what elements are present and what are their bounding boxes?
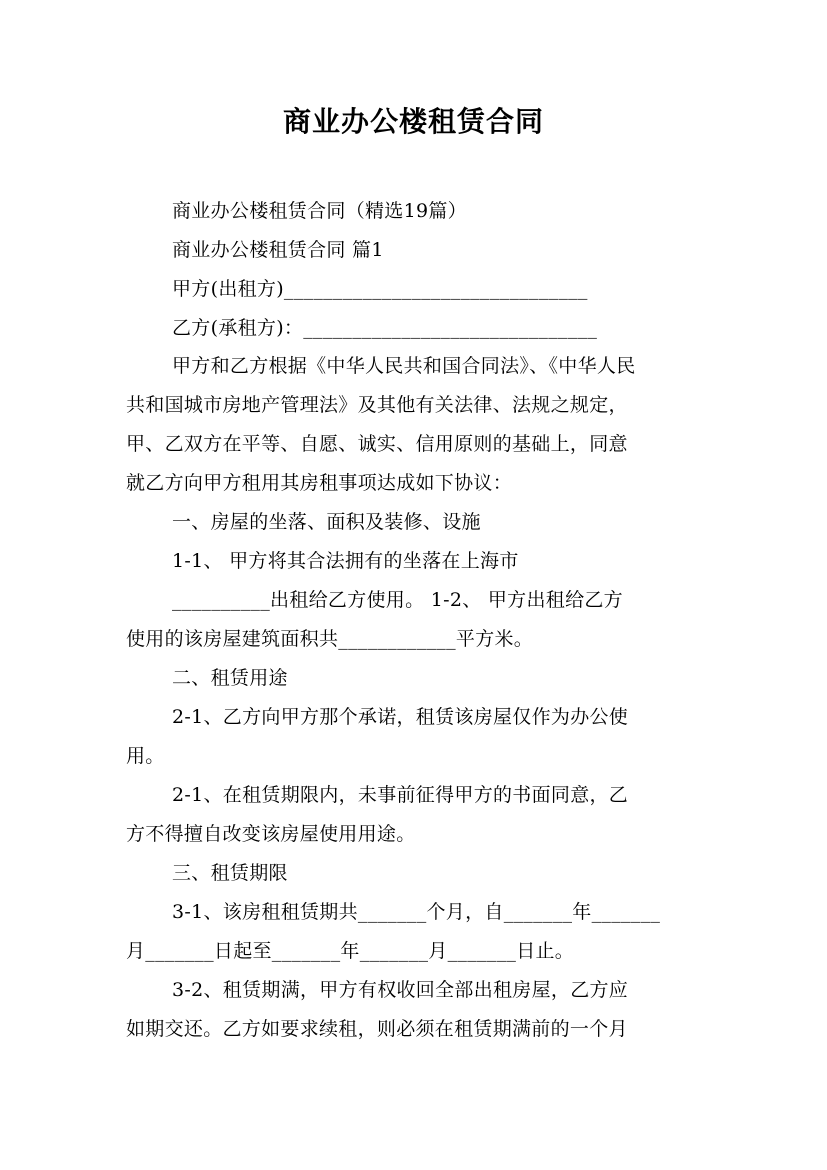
document-title: 商业办公楼租赁合同	[282, 105, 544, 138]
party-b-line: 乙方(承租方)：______________________________	[172, 317, 598, 339]
doc-section-heading: 商业办公楼租赁合同 篇1	[172, 239, 384, 261]
paragraph-line: 甲方和乙方根据《中华人民共和国合同法》、《中华人民	[172, 355, 636, 377]
paragraph-line: 2-1、乙方向甲方那个承诺，租赁该房屋仅作为办公使	[172, 706, 629, 728]
paragraph-line: 使用的该房屋建筑面积共____________平方米。	[126, 628, 534, 650]
paragraph-line: 共和国城市房地产管理法》及其他有关法律、法规之规定，	[126, 394, 628, 416]
paragraph-line: 3-1、该房租租赁期共_______个月，自_______年_______	[172, 901, 661, 923]
paragraph-line: __________出租给乙方使用。 1-2、 甲方出租给乙方	[172, 589, 623, 611]
clause-heading: 一、房屋的坐落、面积及装修、设施	[172, 511, 481, 533]
paragraph-line: 2-1、在租赁期限内，未事前征得甲方的书面同意，乙	[172, 784, 629, 806]
clause-heading: 二、租赁用途	[172, 667, 288, 689]
paragraph-line: 方不得擅自改变该房屋使用用途。	[126, 823, 416, 845]
paragraph-line: 1-1、 甲方将其合法拥有的坐落在上海市	[172, 550, 519, 572]
paragraph-line: 月_______日起至_______年_______月_______日止。	[126, 940, 575, 962]
paragraph-line: 3-2、租赁期满，甲方有权收回全部出租房屋，乙方应	[172, 979, 629, 1001]
paragraph-line: 甲、乙双方在平等、自愿、诚实、信用原则的基础上，同意	[126, 433, 628, 455]
doc-subtitle: 商业办公楼租赁合同（精选19篇）	[172, 200, 467, 222]
paragraph-line: 用。	[126, 745, 165, 767]
party-a-line: 甲方(出租方)_______________________________	[172, 278, 588, 300]
clause-heading: 三、租赁期限	[172, 862, 288, 884]
paragraph-line: 如期交还。乙方如要求续租，则必须在租赁期满前的一个月	[126, 1018, 628, 1040]
paragraph-line: 就乙方向甲方租用其房租事项达成如下协议：	[126, 472, 513, 494]
